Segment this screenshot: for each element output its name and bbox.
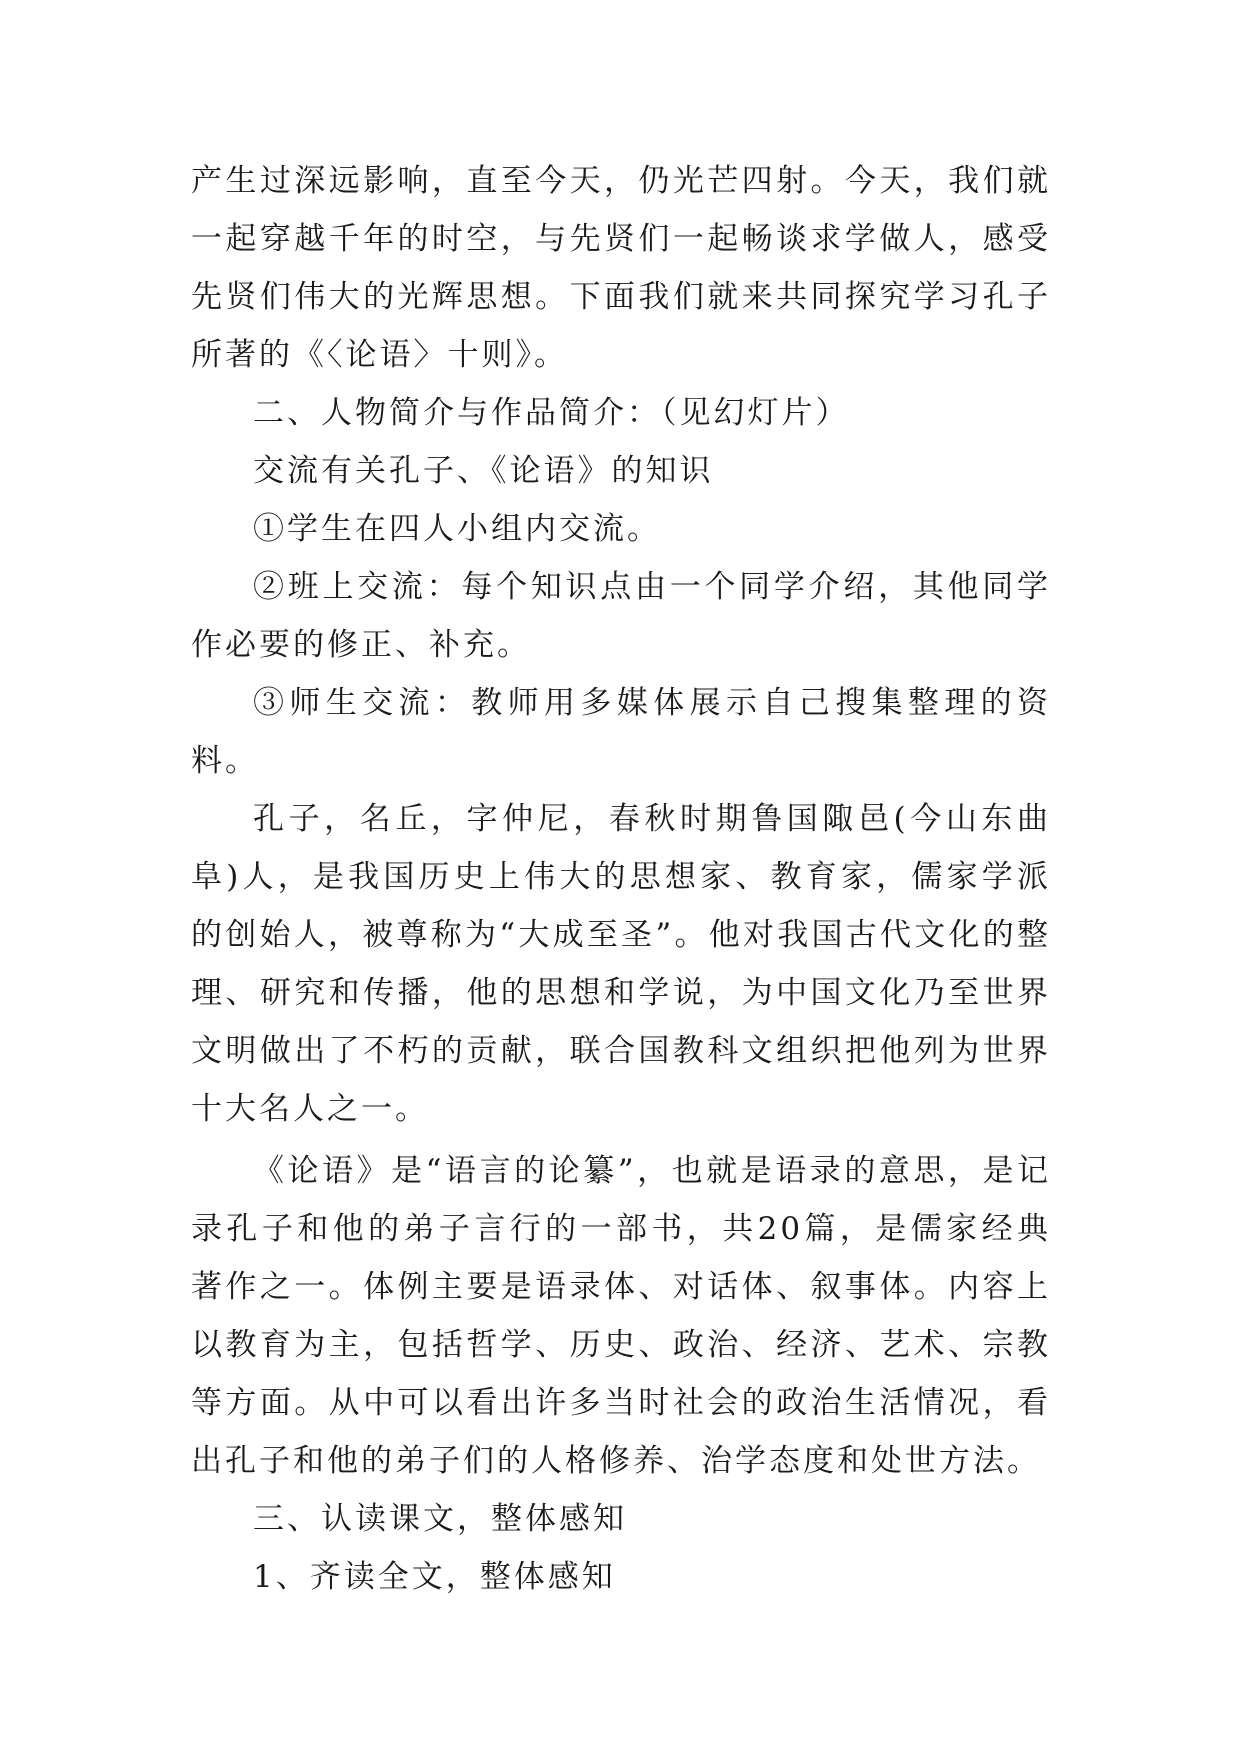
- list-item-teacher-exchange: ③师生交流：教师用多媒体展示自己搜集整理的资料。: [191, 685, 1051, 779]
- list-item-group-exchange: ①学生在四人小组内交流。: [253, 511, 661, 547]
- document-body: [191, 152, 1051, 1606]
- paragraph-exchange-topic: 交流有关孔子、《论语》的知识: [253, 453, 714, 489]
- section-heading-introductions: 二、人物简介与作品简介：（见幻灯片）: [253, 395, 850, 431]
- list-item-read-aloud: 1、齐读全文，整体感知: [253, 1559, 616, 1595]
- list-item-class-exchange: ②班上交流：每个知识点由一个同学介绍，其他同学作必要的修正、补充。: [191, 569, 1051, 663]
- paragraph-intro-continuation: 产生过深远影响，直至今天，仍光芒四射。今天，我们就一起穿越千年的时空，与先贤们一起畅谈求学做人，感受先贤们伟大的光辉思想。下面我们就来共同探究学习孔子所著的《〈论语〉十则》。: [191, 163, 1051, 373]
- paragraph-confucius-bio: 孔子，名丘，字仲尼，春秋时期鲁国陬邑(今山东曲阜)人，是我国历史上伟大的思想家、教育家，儒家学派的创始人，被尊称为“大成至圣”。他对我国古代文化的整理、研究和传播，他的思想和学说，为中国文化乃至世界文明做出了不朽的贡献，联合国教科文组织把他列为世界十大名人之一。: [191, 801, 1051, 1127]
- section-heading-reading: 三、认读课文，整体感知: [253, 1501, 627, 1537]
- paragraph-analects-intro: 《论语》是“语言的论纂”，也就是语录的意思，是记录孔子和他的弟子言行的一部书，共20篇，是儒家经典著作之一。体例主要是语录体、对话体、叙事体。内容上以教育为主，包括哲学、历史、政治、经济、艺术、宗教等方面。从中可以看出许多当时社会的政治生活情况，看出孔子和他的弟子们的人格修养、治学态度和处世方法。: [191, 1153, 1051, 1479]
